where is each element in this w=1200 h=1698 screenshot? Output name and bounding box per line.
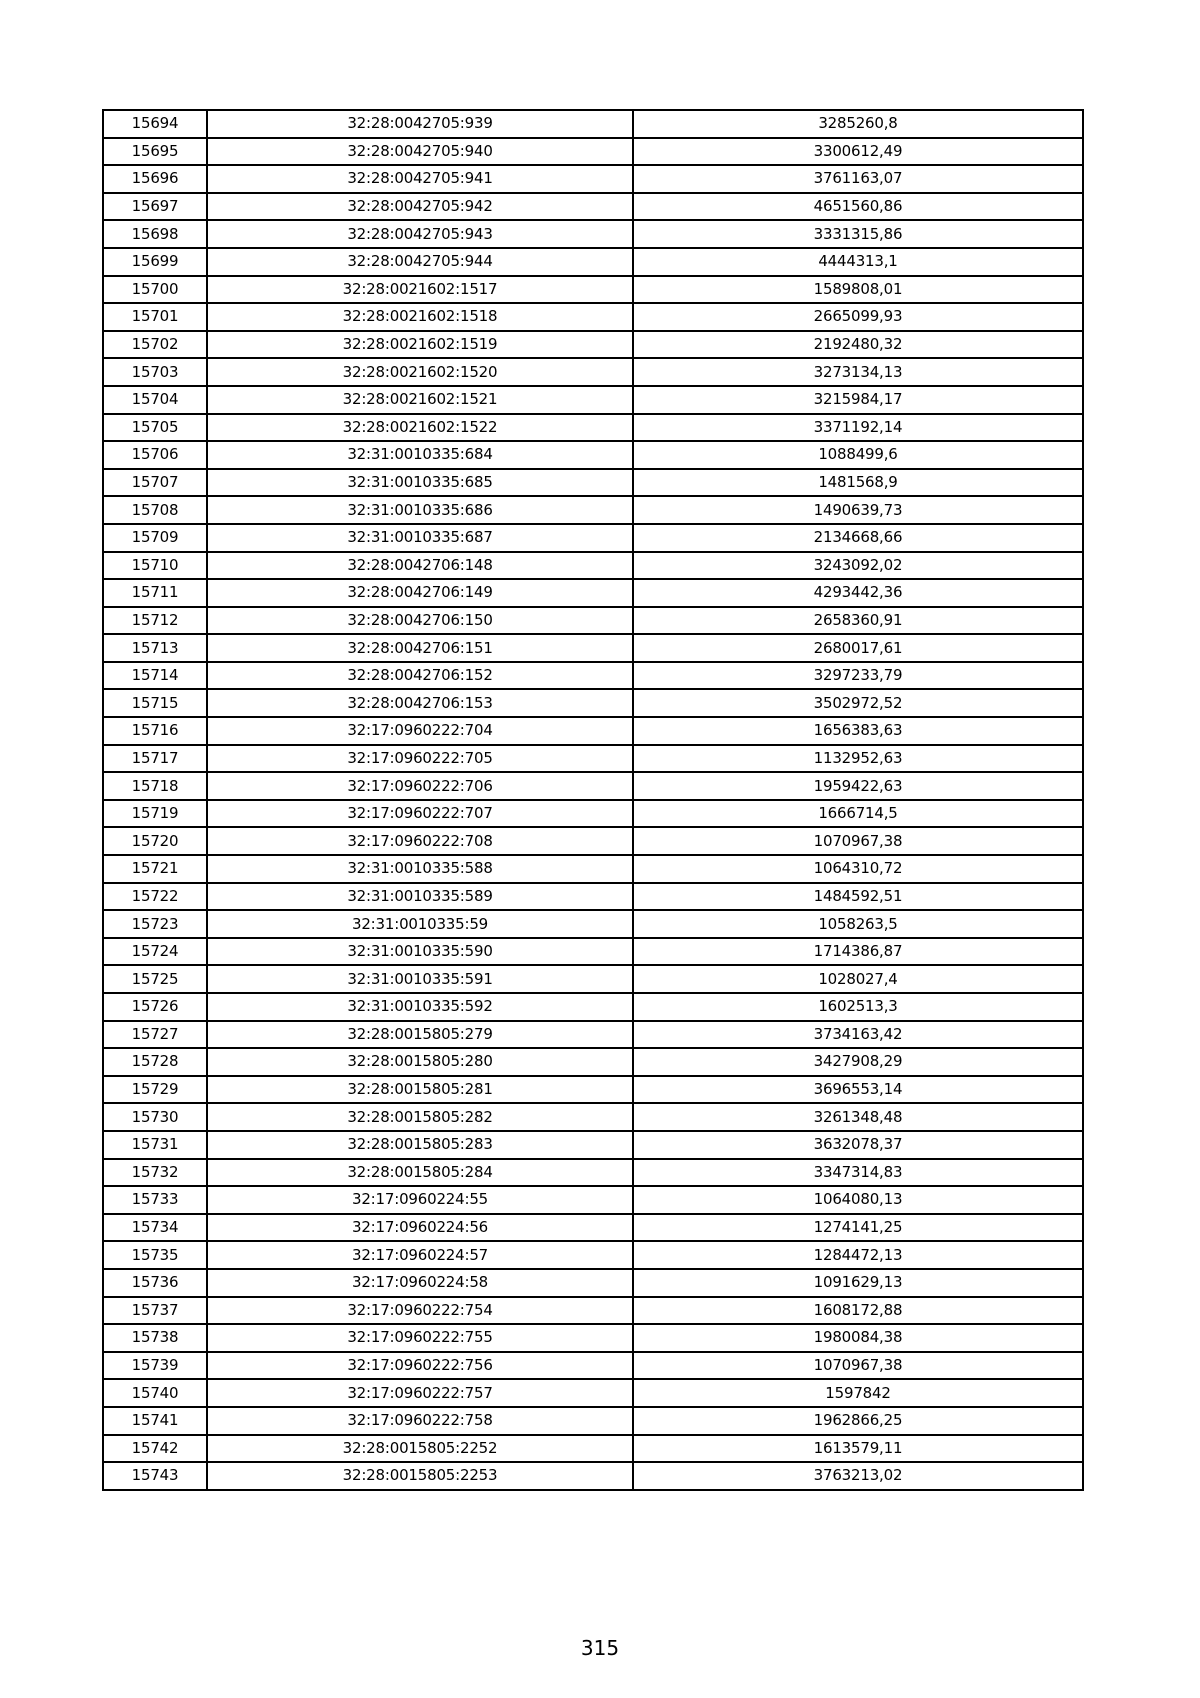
cadastral-number-cell: 32:17:0960222:708 bbox=[207, 827, 633, 855]
table-row bbox=[103, 993, 1083, 1021]
table-row bbox=[103, 1241, 1083, 1269]
value-cell: 3427908,29 bbox=[633, 1048, 1083, 1076]
row-number-cell: 15715 bbox=[103, 689, 207, 717]
value-cell: 2134668,66 bbox=[633, 524, 1083, 552]
table-row bbox=[103, 965, 1083, 993]
value-cell: 4651560,86 bbox=[633, 193, 1083, 221]
value-cell: 3696553,14 bbox=[633, 1076, 1083, 1104]
table-row bbox=[103, 331, 1083, 359]
table-body bbox=[103, 110, 1083, 1490]
cadastral-number-cell: 32:28:0021602:1519 bbox=[207, 331, 633, 359]
table-row bbox=[103, 248, 1083, 276]
row-number-cell: 15719 bbox=[103, 800, 207, 828]
value-cell: 3331315,86 bbox=[633, 220, 1083, 248]
cadastral-number-cell: 32:17:0960224:57 bbox=[207, 1241, 633, 1269]
value-cell: 1091629,13 bbox=[633, 1269, 1083, 1297]
value-cell: 3261348,48 bbox=[633, 1103, 1083, 1131]
cadastral-number-cell: 32:28:0021602:1518 bbox=[207, 303, 633, 331]
row-number-cell: 15712 bbox=[103, 607, 207, 635]
value-cell: 1028027,4 bbox=[633, 965, 1083, 993]
row-number-cell: 15739 bbox=[103, 1352, 207, 1380]
table-row bbox=[103, 165, 1083, 193]
cadastral-number-cell: 32:28:0042705:940 bbox=[207, 138, 633, 166]
value-cell: 1284472,13 bbox=[633, 1241, 1083, 1269]
table-row bbox=[103, 1131, 1083, 1159]
table-row bbox=[103, 1379, 1083, 1407]
value-cell: 3273134,13 bbox=[633, 358, 1083, 386]
row-number-cell: 15701 bbox=[103, 303, 207, 331]
table-row bbox=[103, 1021, 1083, 1049]
cadastral-number-cell: 32:28:0021602:1517 bbox=[207, 276, 633, 304]
cadastral-number-cell: 32:28:0042706:149 bbox=[207, 579, 633, 607]
row-number-cell: 15731 bbox=[103, 1131, 207, 1159]
table-row bbox=[103, 1352, 1083, 1380]
cadastral-number-cell: 32:28:0015805:279 bbox=[207, 1021, 633, 1049]
value-cell: 1481568,9 bbox=[633, 469, 1083, 497]
cadastral-number-cell: 32:28:0015805:280 bbox=[207, 1048, 633, 1076]
cadastral-number-cell: 32:28:0021602:1521 bbox=[207, 386, 633, 414]
cadastral-number-cell: 32:28:0042706:148 bbox=[207, 552, 633, 580]
cadastral-number-cell: 32:17:0960222:756 bbox=[207, 1352, 633, 1380]
row-number-cell: 15738 bbox=[103, 1324, 207, 1352]
table-row bbox=[103, 441, 1083, 469]
row-number-cell: 15723 bbox=[103, 910, 207, 938]
row-number-cell: 15722 bbox=[103, 883, 207, 911]
row-number-cell: 15702 bbox=[103, 331, 207, 359]
table-row bbox=[103, 1324, 1083, 1352]
cadastral-number-cell: 32:17:0960222:755 bbox=[207, 1324, 633, 1352]
value-cell: 1656383,63 bbox=[633, 717, 1083, 745]
table-row bbox=[103, 386, 1083, 414]
table-row bbox=[103, 552, 1083, 580]
row-number-cell: 15717 bbox=[103, 745, 207, 773]
table-row bbox=[103, 910, 1083, 938]
value-cell: 1064080,13 bbox=[633, 1186, 1083, 1214]
cadastral-number-cell: 32:31:0010335:686 bbox=[207, 496, 633, 524]
table-row bbox=[103, 579, 1083, 607]
table-row bbox=[103, 469, 1083, 497]
value-cell: 3734163,42 bbox=[633, 1021, 1083, 1049]
value-cell: 1490639,73 bbox=[633, 496, 1083, 524]
value-cell: 2680017,61 bbox=[633, 634, 1083, 662]
row-number-cell: 15720 bbox=[103, 827, 207, 855]
value-cell: 2658360,91 bbox=[633, 607, 1083, 635]
value-cell: 1070967,38 bbox=[633, 827, 1083, 855]
table-row bbox=[103, 772, 1083, 800]
cadastral-number-cell: 32:28:0042706:151 bbox=[207, 634, 633, 662]
value-cell: 1980084,38 bbox=[633, 1324, 1083, 1352]
table-row bbox=[103, 276, 1083, 304]
value-cell: 3285260,8 bbox=[633, 110, 1083, 138]
row-number-cell: 15724 bbox=[103, 938, 207, 966]
cadastral-number-cell: 32:31:0010335:684 bbox=[207, 441, 633, 469]
table-row bbox=[103, 358, 1083, 386]
value-cell: 3763213,02 bbox=[633, 1462, 1083, 1490]
cadastral-number-cell: 32:31:0010335:588 bbox=[207, 855, 633, 883]
value-cell: 1666714,5 bbox=[633, 800, 1083, 828]
value-cell: 1959422,63 bbox=[633, 772, 1083, 800]
value-cell: 3297233,79 bbox=[633, 662, 1083, 690]
cadastral-number-cell: 32:17:0960224:56 bbox=[207, 1214, 633, 1242]
cadastral-number-cell: 32:17:0960222:705 bbox=[207, 745, 633, 773]
row-number-cell: 15735 bbox=[103, 1241, 207, 1269]
row-number-cell: 15704 bbox=[103, 386, 207, 414]
row-number-cell: 15697 bbox=[103, 193, 207, 221]
value-cell: 3632078,37 bbox=[633, 1131, 1083, 1159]
cadastral-number-cell: 32:28:0015805:2252 bbox=[207, 1435, 633, 1463]
table-row bbox=[103, 303, 1083, 331]
table-row bbox=[103, 607, 1083, 635]
row-number-cell: 15729 bbox=[103, 1076, 207, 1104]
cadastral-number-cell: 32:31:0010335:685 bbox=[207, 469, 633, 497]
row-number-cell: 15700 bbox=[103, 276, 207, 304]
row-number-cell: 15714 bbox=[103, 662, 207, 690]
row-number-cell: 15718 bbox=[103, 772, 207, 800]
value-cell: 1058263,5 bbox=[633, 910, 1083, 938]
table-row bbox=[103, 1214, 1083, 1242]
cadastral-value-table bbox=[102, 109, 1084, 1491]
row-number-cell: 15733 bbox=[103, 1186, 207, 1214]
row-number-cell: 15737 bbox=[103, 1297, 207, 1325]
row-number-cell: 15694 bbox=[103, 110, 207, 138]
value-cell: 2192480,32 bbox=[633, 331, 1083, 359]
cadastral-number-cell: 32:28:0021602:1522 bbox=[207, 414, 633, 442]
table-row bbox=[103, 717, 1083, 745]
row-number-cell: 15721 bbox=[103, 855, 207, 883]
table-row bbox=[103, 1462, 1083, 1490]
value-cell: 1484592,51 bbox=[633, 883, 1083, 911]
row-number-cell: 15743 bbox=[103, 1462, 207, 1490]
table-row bbox=[103, 193, 1083, 221]
table-row bbox=[103, 1407, 1083, 1435]
row-number-cell: 15711 bbox=[103, 579, 207, 607]
value-cell: 3761163,07 bbox=[633, 165, 1083, 193]
value-cell: 4293442,36 bbox=[633, 579, 1083, 607]
page-number: 315 bbox=[580, 1636, 620, 1660]
table-row bbox=[103, 414, 1083, 442]
cadastral-number-cell: 32:28:0015805:283 bbox=[207, 1131, 633, 1159]
table-row bbox=[103, 110, 1083, 138]
row-number-cell: 15728 bbox=[103, 1048, 207, 1076]
value-cell: 1070967,38 bbox=[633, 1352, 1083, 1380]
table-row bbox=[103, 1269, 1083, 1297]
table-row bbox=[103, 855, 1083, 883]
cadastral-number-cell: 32:28:0015805:282 bbox=[207, 1103, 633, 1131]
value-cell: 3215984,17 bbox=[633, 386, 1083, 414]
row-number-cell: 15716 bbox=[103, 717, 207, 745]
cadastral-number-cell: 32:28:0042705:939 bbox=[207, 110, 633, 138]
cadastral-number-cell: 32:17:0960222:707 bbox=[207, 800, 633, 828]
value-cell: 1597842 bbox=[633, 1379, 1083, 1407]
value-cell: 1602513,3 bbox=[633, 993, 1083, 1021]
cadastral-number-cell: 32:28:0015805:284 bbox=[207, 1159, 633, 1187]
value-cell: 3347314,83 bbox=[633, 1159, 1083, 1187]
table-row bbox=[103, 883, 1083, 911]
table-row bbox=[103, 745, 1083, 773]
cadastral-number-cell: 32:28:0042706:153 bbox=[207, 689, 633, 717]
cadastral-number-cell: 32:31:0010335:590 bbox=[207, 938, 633, 966]
table-row bbox=[103, 524, 1083, 552]
table-row bbox=[103, 496, 1083, 524]
cadastral-number-cell: 32:31:0010335:687 bbox=[207, 524, 633, 552]
table-row bbox=[103, 1159, 1083, 1187]
row-number-cell: 15741 bbox=[103, 1407, 207, 1435]
cadastral-number-cell: 32:31:0010335:591 bbox=[207, 965, 633, 993]
value-cell: 1589808,01 bbox=[633, 276, 1083, 304]
table-row bbox=[103, 220, 1083, 248]
row-number-cell: 15703 bbox=[103, 358, 207, 386]
table-row bbox=[103, 662, 1083, 690]
cadastral-number-cell: 32:31:0010335:589 bbox=[207, 883, 633, 911]
value-cell: 1613579,11 bbox=[633, 1435, 1083, 1463]
row-number-cell: 15710 bbox=[103, 552, 207, 580]
row-number-cell: 15713 bbox=[103, 634, 207, 662]
cadastral-number-cell: 32:31:0010335:59 bbox=[207, 910, 633, 938]
cadastral-number-cell: 32:17:0960222:704 bbox=[207, 717, 633, 745]
cadastral-number-cell: 32:17:0960224:58 bbox=[207, 1269, 633, 1297]
cadastral-number-cell: 32:28:0021602:1520 bbox=[207, 358, 633, 386]
value-cell: 1274141,25 bbox=[633, 1214, 1083, 1242]
value-cell: 1064310,72 bbox=[633, 855, 1083, 883]
table-row bbox=[103, 1297, 1083, 1325]
cadastral-number-cell: 32:17:0960222:706 bbox=[207, 772, 633, 800]
row-number-cell: 15736 bbox=[103, 1269, 207, 1297]
table-row bbox=[103, 1186, 1083, 1214]
table-row bbox=[103, 1076, 1083, 1104]
table-row bbox=[103, 938, 1083, 966]
table-row bbox=[103, 1435, 1083, 1463]
row-number-cell: 15727 bbox=[103, 1021, 207, 1049]
cadastral-number-cell: 32:28:0042706:152 bbox=[207, 662, 633, 690]
value-cell: 2665099,93 bbox=[633, 303, 1083, 331]
cadastral-number-cell: 32:28:0015805:281 bbox=[207, 1076, 633, 1104]
table-row bbox=[103, 634, 1083, 662]
row-number-cell: 15698 bbox=[103, 220, 207, 248]
row-number-cell: 15707 bbox=[103, 469, 207, 497]
table-row bbox=[103, 1103, 1083, 1131]
cadastral-number-cell: 32:17:0960222:758 bbox=[207, 1407, 633, 1435]
row-number-cell: 15706 bbox=[103, 441, 207, 469]
table-row bbox=[103, 138, 1083, 166]
row-number-cell: 15740 bbox=[103, 1379, 207, 1407]
cadastral-number-cell: 32:17:0960224:55 bbox=[207, 1186, 633, 1214]
cadastral-number-cell: 32:28:0042705:942 bbox=[207, 193, 633, 221]
value-cell: 1962866,25 bbox=[633, 1407, 1083, 1435]
cadastral-number-cell: 32:28:0042705:944 bbox=[207, 248, 633, 276]
cadastral-number-cell: 32:28:0042705:943 bbox=[207, 220, 633, 248]
row-number-cell: 15734 bbox=[103, 1214, 207, 1242]
table-row bbox=[103, 689, 1083, 717]
cadastral-number-cell: 32:28:0015805:2253 bbox=[207, 1462, 633, 1490]
value-cell: 3371192,14 bbox=[633, 414, 1083, 442]
table-row bbox=[103, 1048, 1083, 1076]
value-cell: 3300612,49 bbox=[633, 138, 1083, 166]
row-number-cell: 15726 bbox=[103, 993, 207, 1021]
value-cell: 3243092,02 bbox=[633, 552, 1083, 580]
cadastral-number-cell: 32:17:0960222:757 bbox=[207, 1379, 633, 1407]
row-number-cell: 15695 bbox=[103, 138, 207, 166]
table-row bbox=[103, 827, 1083, 855]
row-number-cell: 15705 bbox=[103, 414, 207, 442]
table-row bbox=[103, 800, 1083, 828]
value-cell: 1714386,87 bbox=[633, 938, 1083, 966]
cadastral-number-cell: 32:31:0010335:592 bbox=[207, 993, 633, 1021]
row-number-cell: 15696 bbox=[103, 165, 207, 193]
row-number-cell: 15742 bbox=[103, 1435, 207, 1463]
cadastral-number-cell: 32:28:0042706:150 bbox=[207, 607, 633, 635]
value-cell: 3502972,52 bbox=[633, 689, 1083, 717]
value-cell: 4444313,1 bbox=[633, 248, 1083, 276]
cadastral-number-cell: 32:17:0960222:754 bbox=[207, 1297, 633, 1325]
row-number-cell: 15732 bbox=[103, 1159, 207, 1187]
row-number-cell: 15730 bbox=[103, 1103, 207, 1131]
value-cell: 1132952,63 bbox=[633, 745, 1083, 773]
row-number-cell: 15725 bbox=[103, 965, 207, 993]
cadastral-number-cell: 32:28:0042705:941 bbox=[207, 165, 633, 193]
row-number-cell: 15709 bbox=[103, 524, 207, 552]
row-number-cell: 15699 bbox=[103, 248, 207, 276]
value-cell: 1608172,88 bbox=[633, 1297, 1083, 1325]
value-cell: 1088499,6 bbox=[633, 441, 1083, 469]
row-number-cell: 15708 bbox=[103, 496, 207, 524]
